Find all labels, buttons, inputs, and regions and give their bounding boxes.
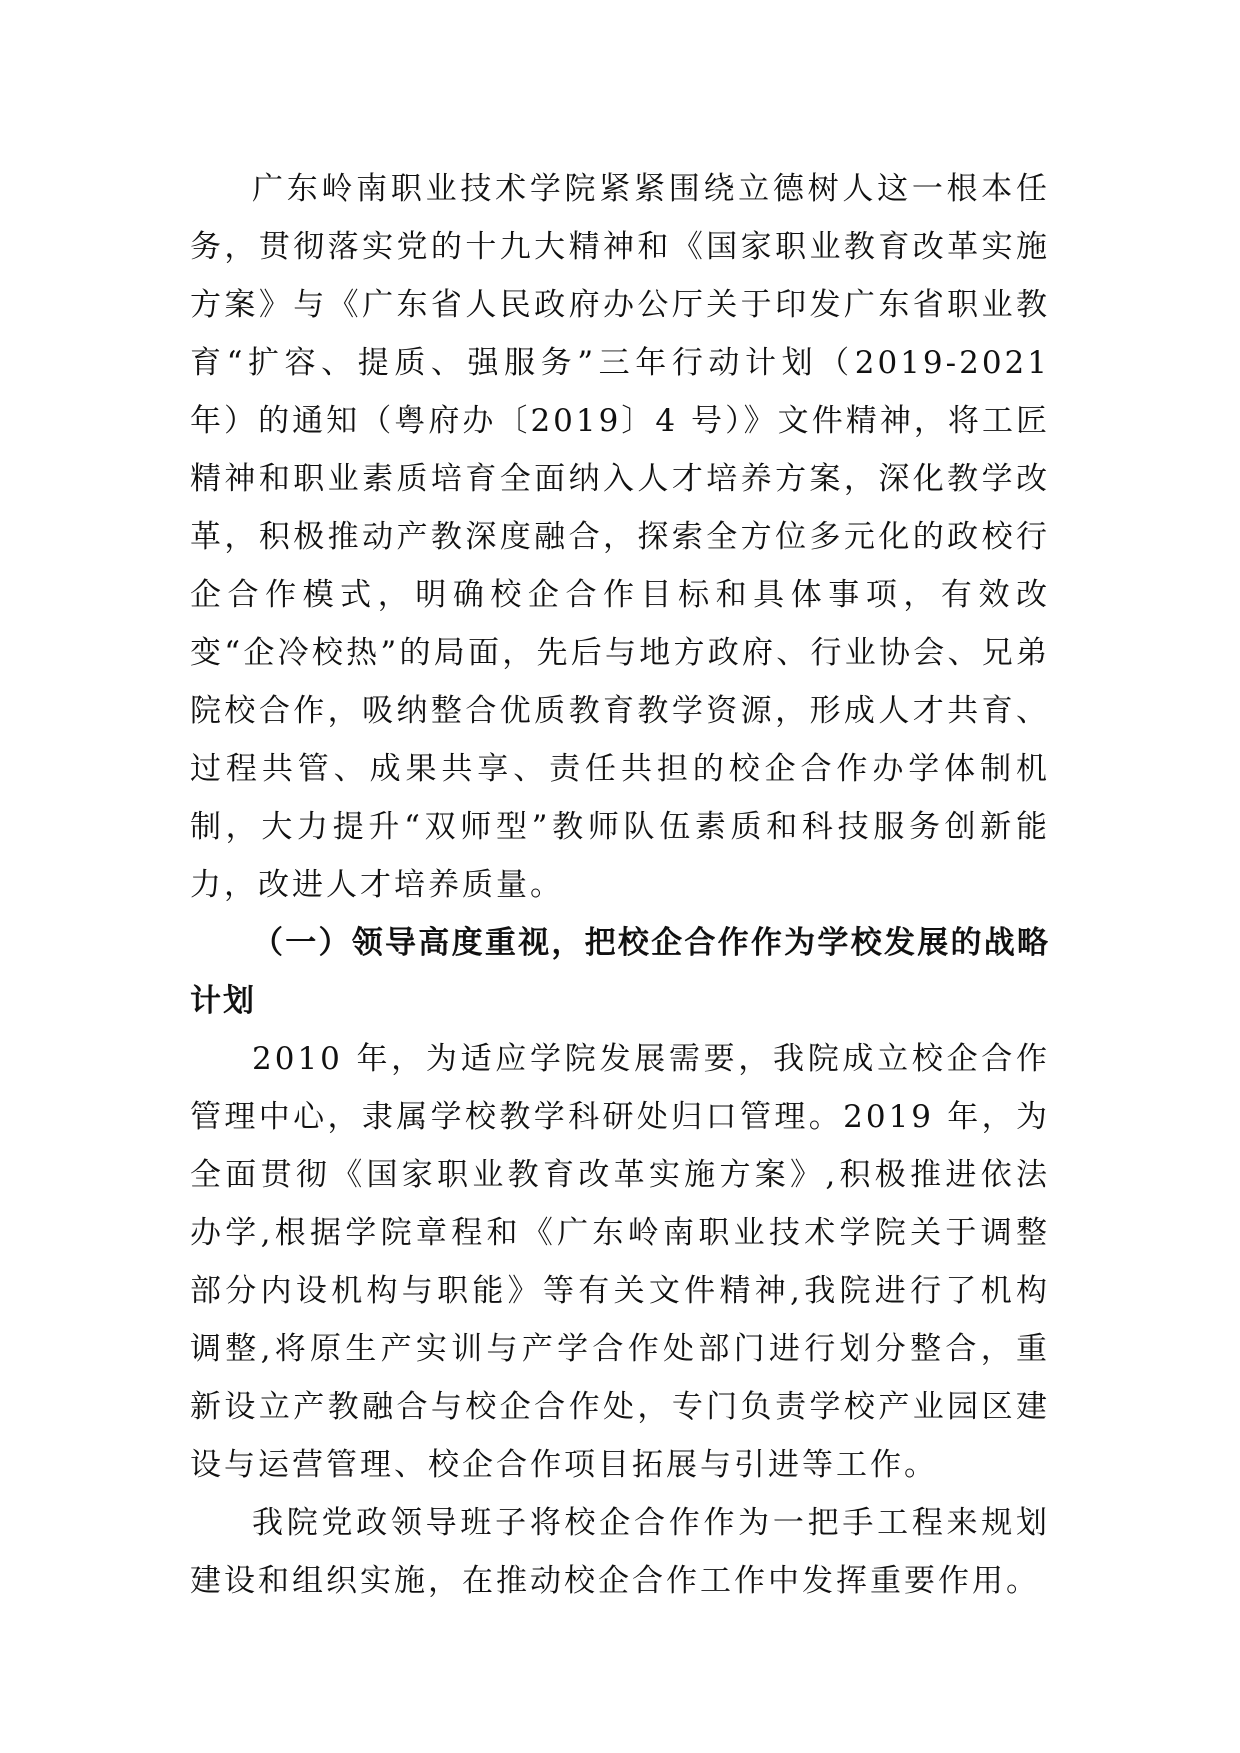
section-paragraph-1: 2010 年，为适应学院发展需要，我院成立校企合作管理中心，隶属学校教学科研处归口管理。2019 年，为全面贯彻《国家职业教育改革实施方案》,积极推进依法办学,根据学院章程和《广东岭南职业技术学院关于调整部分内设机构与职能》等有关文件精神,我院进行了机构调整,将原生产实训与产学合作处部门进行划分整合，重新设立产教融合与校企合作处，专门负责学校产业园区建设与运营管理、校企合作项目拓展与引进等工作。 (190, 1041, 1050, 1483)
document-body (190, 160, 1050, 1610)
intro-paragraph: 广东岭南职业技术学院紧紧围绕立德树人这一根本任务，贯彻落实党的十九大精神和《国家职业教育改革实施方案》与《广东省人民政府办公厅关于印发广东省职业教育“扩容、提质、强服务”三年行动计划（2019-2021 年）的通知（粤府办〔2019〕4 号）》文件精神，将工匠精神和职业素质培育全面纳入人才培养方案，深化教学改革，积极推动产教深度融合，探索全方位多元化的政校行企合作模式，明确校企合作目标和具体事项，有效改变“企冷校热”的局面，先后与地方政府、行业协会、兄弟院校合作，吸纳整合优质教育教学资源，形成人才共育、过程共管、成果共享、责任共担的校企合作办学体制机制，大力提升“双师型”教师队伍素质和科技服务创新能力，改进人才培养质量。 (190, 171, 1050, 903)
section-heading: （一）领导高度重视，把校企合作作为学校发展的战略计划 (190, 925, 1050, 1019)
section-paragraph-2: 我院党政领导班子将校企合作作为一把手工程来规划建设和组织实施，在推动校企合作工作中发挥重要作用。 (190, 1505, 1050, 1599)
